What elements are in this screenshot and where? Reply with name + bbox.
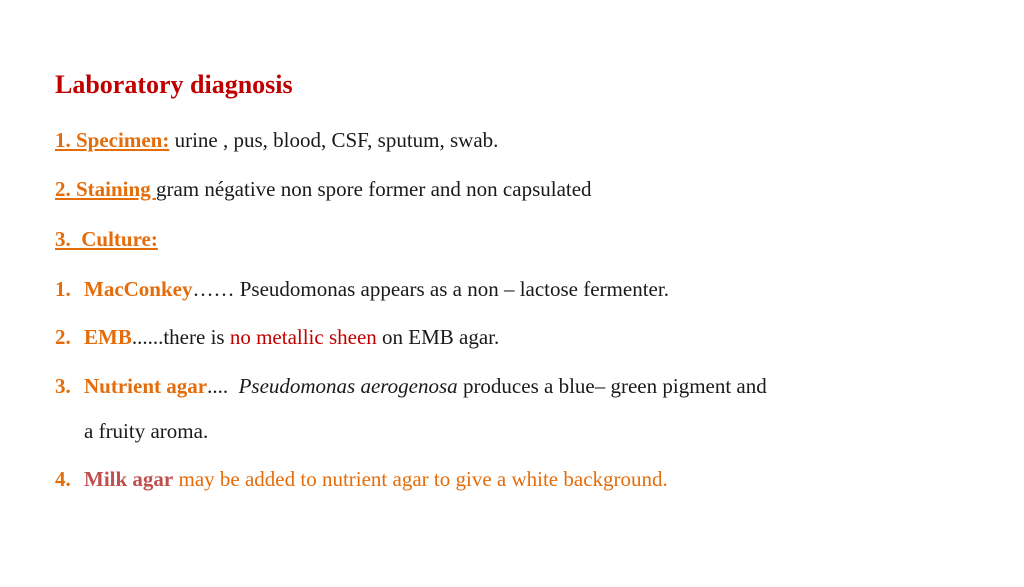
list-item-emb bbox=[55, 325, 499, 350]
list-item-milk-agar bbox=[55, 467, 668, 492]
item-text: produces a blue– green pigment and bbox=[457, 374, 767, 398]
item-text: may be added to nutrient agar to give a white background. bbox=[173, 467, 668, 491]
specimen-text: urine , pus, blood, CSF, sputum, swab. bbox=[169, 128, 499, 152]
medium-name: MacConkey bbox=[84, 277, 193, 301]
specimen-label: 1. Specimen: bbox=[55, 128, 170, 152]
separator: .... bbox=[207, 374, 239, 398]
highlight-text: no metallic sheen bbox=[229, 325, 377, 349]
list-item-number: 3. bbox=[55, 374, 71, 398]
slide-title: Laboratory diagnosis bbox=[55, 70, 293, 99]
separator: …… bbox=[192, 277, 240, 301]
medium-name: EMB bbox=[84, 325, 132, 349]
item-text: there is bbox=[163, 325, 230, 349]
list-item-nutrient-agar bbox=[55, 374, 767, 399]
list-item-number: 2. bbox=[55, 325, 71, 349]
staining-label: 2. Staining bbox=[55, 177, 156, 201]
list-item-number: 4. bbox=[55, 467, 71, 491]
specimen-line bbox=[55, 128, 498, 153]
species-name: Pseudomonas aerogenosa bbox=[238, 374, 458, 398]
medium-name: Milk agar bbox=[84, 467, 174, 491]
list-item-number: 1. bbox=[55, 277, 71, 301]
staining-line bbox=[55, 177, 592, 202]
medium-name: Nutrient agar bbox=[84, 374, 208, 398]
culture-line bbox=[55, 227, 158, 252]
list-item-macconkey bbox=[55, 277, 669, 302]
list-item-continuation: a fruity aroma. bbox=[84, 419, 209, 443]
staining-text: gram négative non spore former and non capsulated bbox=[155, 177, 592, 201]
item-text-after: on EMB agar. bbox=[376, 325, 500, 349]
separator: ...... bbox=[131, 325, 164, 349]
item-text: Pseudomonas appears as a non – lactose fermenter. bbox=[239, 277, 669, 301]
culture-label: 3. Culture: bbox=[55, 227, 158, 251]
